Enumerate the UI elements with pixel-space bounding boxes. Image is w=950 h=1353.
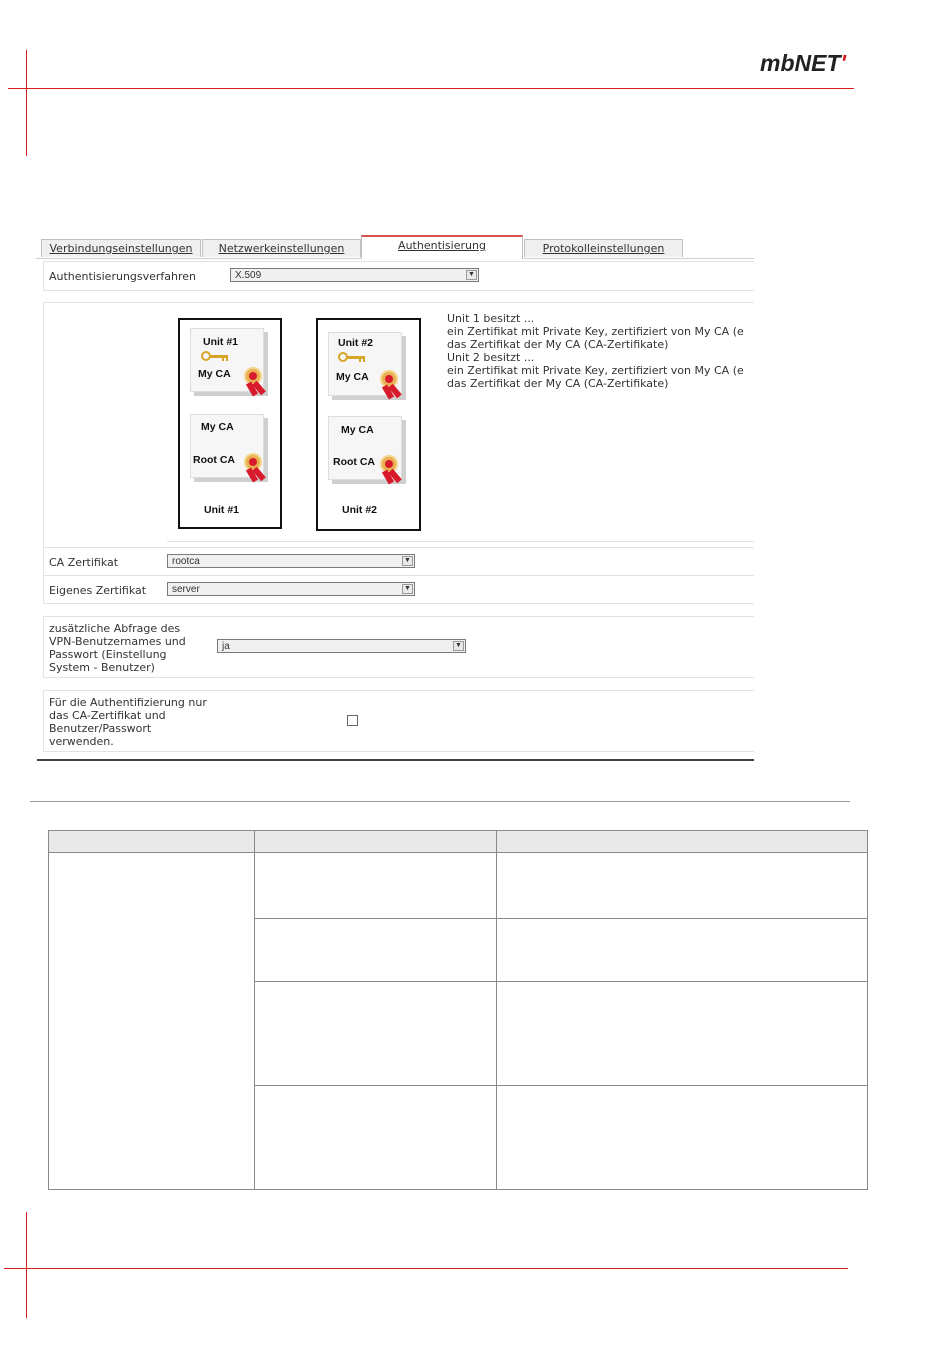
table-cell (255, 853, 497, 919)
footer-margin-line (26, 1212, 27, 1318)
table-cell (497, 853, 868, 919)
table-cell (497, 918, 868, 982)
tab-authentisierung[interactable]: Authentisierung (361, 235, 523, 259)
parameter-table (48, 830, 868, 1190)
header-margin-line (26, 50, 27, 156)
own-cert-label: Eigenes Zertifikat (49, 584, 147, 597)
ca-cert-select[interactable] (167, 554, 415, 568)
chevron-down-icon: ▼ (402, 556, 413, 566)
table-cell (497, 982, 868, 1086)
unit1-diagram (178, 318, 282, 529)
unit1-caption: Unit #1 (204, 504, 240, 516)
own-cert-value: server (172, 584, 200, 595)
ca-cert-label: CA Zertifikat (49, 556, 119, 569)
tab-bar (36, 232, 754, 259)
auth-method-select[interactable] (230, 268, 479, 282)
vpn-query-select[interactable] (217, 639, 466, 653)
table-cell (255, 918, 497, 982)
table-header-cell (497, 831, 868, 853)
chevron-down-icon: ▼ (453, 641, 464, 651)
tab-verbindungseinstellungen[interactable]: Verbindungseinstellungen (41, 239, 201, 257)
ca-only-checkbox[interactable] (347, 715, 358, 726)
tab-protokolleinstellungen[interactable]: Protokolleinstellungen (524, 239, 683, 257)
unit2-certificate: Unit #2 My CA (328, 332, 402, 396)
header-rule (8, 88, 854, 89)
certificate-panel (43, 302, 754, 604)
ca-only-row (43, 690, 754, 752)
section-divider (30, 801, 850, 802)
table-header-cell (49, 831, 255, 853)
vpn-query-label: zusätzliche Abfrage des VPN-Benutzernames und Passwort (Einstellung System - Benutzer) (49, 622, 186, 674)
auth-method-row (43, 261, 754, 291)
chevron-down-icon: ▼ (402, 584, 413, 594)
table-cell (255, 982, 497, 1086)
ca-cert-value: rootca (172, 556, 200, 567)
unit2-diagram (316, 318, 421, 531)
ca-only-label: Für die Authentifizierung nur das CA-Zertifikat und Benutzer/Passwort verwenden. (49, 696, 207, 748)
footer-rule (4, 1268, 848, 1269)
table-row (49, 853, 868, 919)
diagram-description: Unit 1 besitzt ... ein Zertifikat mit Private Key, zertifiziert von My CA (e das Zertifikat der My CA (CA-Zertifikate) Unit 2 besitzt ... ein Zertifikat mit Private Key, zertifiziert von My CA (e das Zertifikat der My CA (CA-Zertifikate) (447, 312, 744, 390)
table-cell (255, 1086, 497, 1190)
unit2-ca-certificate: My CA Root CA (328, 416, 402, 480)
screenshot-bottom-border (37, 759, 754, 761)
vpn-query-row (43, 616, 754, 678)
auth-method-label: Authentisierungsverfahren (49, 270, 197, 283)
table-header-cell (255, 831, 497, 853)
table-cell (49, 853, 255, 1190)
tab-netzwerkeinstellungen[interactable]: Netzwerkeinstellungen (202, 239, 361, 257)
unit2-caption: Unit #2 (342, 504, 378, 516)
own-cert-select[interactable] (167, 582, 415, 596)
table-cell (497, 1086, 868, 1190)
auth-method-value: X.509 (235, 270, 262, 281)
table-header-row (49, 831, 868, 853)
chevron-down-icon: ▼ (466, 270, 477, 280)
vpn-query-value: ja (222, 641, 230, 652)
unit1-ca-certificate: My CA Root CA (190, 414, 264, 478)
authentication-settings-screenshot (36, 232, 754, 762)
mbnet-logo: mbNET' (760, 50, 846, 76)
unit1-certificate: Unit #1 My CA (190, 328, 264, 392)
